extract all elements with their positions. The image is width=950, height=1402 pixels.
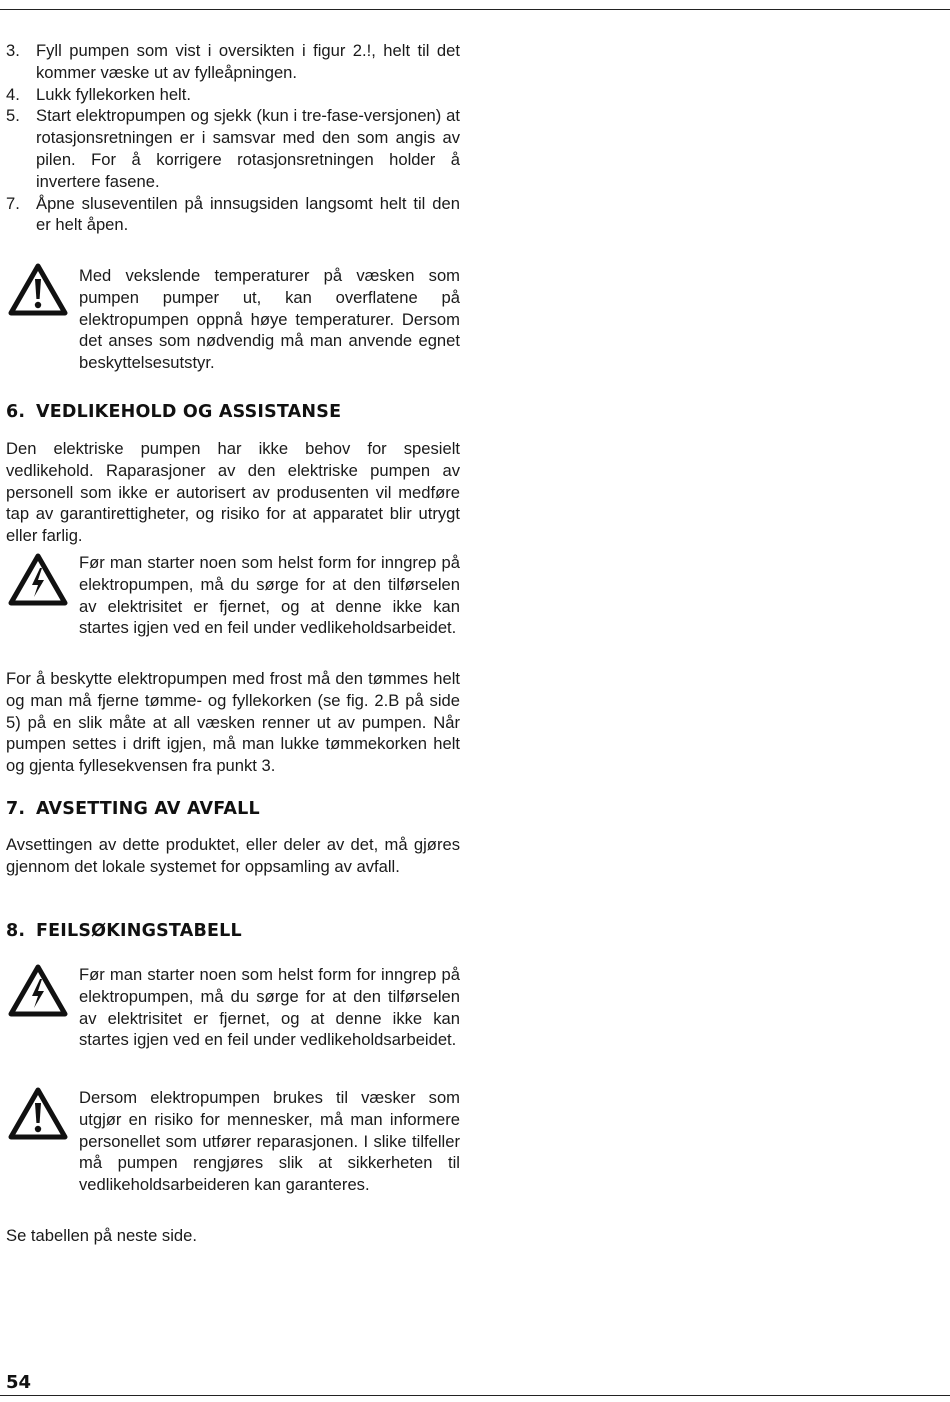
warning-text: Med vekslende temperaturer på væsken som pumpen pumper ut, kan overflatene på elektropumpen oppnå høye temperaturer. Dersom det anses som nødvendig må man anvende egnet beskyttelsesutstyr.: [79, 266, 460, 373]
step-text: Start elektropumpen og sjekk (kun i tre-fase-versjonen) at rotasjonsretningen er i samsvar med den som angis av pilen. For å korrigere rotasjonsretningen holder å invertere fasene.: [36, 106, 460, 191]
section-number: 7.: [6, 799, 26, 819]
section-number: 8.: [6, 921, 26, 941]
section-title: VEDLIKEHOLD OG ASSISTANSE: [36, 402, 342, 422]
section-heading-8: [6, 920, 242, 942]
section-title: AVSETTING AV AVFALL: [36, 799, 260, 819]
electrical-hazard-icon: [8, 964, 68, 1018]
step-number: 7.: [6, 193, 20, 213]
step-text: Lukk fyllekorken helt.: [36, 84, 191, 104]
section-heading-7: [6, 798, 260, 820]
top-rule: [0, 9, 950, 10]
procedure-steps: [6, 40, 460, 236]
list-item: [6, 193, 460, 237]
step-number: 5.: [6, 106, 20, 126]
step-number: 4.: [6, 84, 20, 104]
warning-text: Før man starter noen som helst form for inngrep på elektropumpen, må du sørge for at den tilførselen av elektrisitet er fjernet, og at denne ikke kan startes igjen ved en feil under vedlikeholdsarbeidet.: [79, 965, 460, 1050]
frost-protection: For å beskytte elektropumpen med frost må den tømmes helt og man må fjerne tømme- og fyllekorken (se fig. 2.B på side 5) på en slik måte at all væsken renner ut av pumpen. Når pumpen settes i drift igjen, må man lukke tømmekorken helt og gjenta fyllesekvensen fra punkt 3.: [6, 669, 460, 776]
warning-exclamation-icon: [8, 263, 68, 317]
warning-exclamation-icon: [8, 1087, 68, 1141]
section-heading-6: [6, 401, 341, 423]
bottom-rule: [0, 1395, 950, 1396]
maintenance-intro: Den elektriske pumpen har ikke behov for spesielt vedlikehold. Raparasjoner av den elektriske pumpen av personell som ikke er autorisert av produsenten vil medføre tap av garantirettigheter, og risiko for at apparatet blir utrygt eller farlig.: [6, 439, 460, 546]
section-number: 6.: [6, 402, 26, 422]
step-text: Åpne sluseventilen på innsugsiden langsomt helt til den er helt åpen.: [36, 193, 460, 235]
step-number: 3.: [6, 41, 20, 60]
list-item: [6, 40, 460, 84]
see-table-note: Se tabellen på neste side.: [6, 1226, 197, 1245]
disposal-text: Avsettingen av dette produktet, eller deler av det, må gjøres gjennom det lokale systemet for oppsamling av avfall.: [6, 835, 460, 876]
section-title: FEILSØKINGSTABELL: [36, 921, 242, 941]
step-text: Fyll pumpen som vist i oversikten i figur 2.!, helt til det kommer væske ut av fylleåpningen.: [36, 41, 460, 82]
electrical-hazard-icon: [8, 553, 68, 607]
warning-text: Dersom elektropumpen brukes til væsker som utgjør en risiko for mennesker, må man informere personellet som utfører reparasjonen. I slike tilfeller må pumpen rengjøres slik at sikkerheten til vedlikeholdsarbeideren kan garanteres.: [79, 1088, 460, 1195]
list-item: [6, 84, 460, 106]
page-number: 54: [6, 1372, 32, 1393]
warning-text: Før man starter noen som helst form for inngrep på elektropumpen, må du sørge for at den tilførselen av elektrisitet er fjernet, og at denne ikke kan startes igjen ved en feil under vedlikeholdsarbeidet.: [79, 553, 460, 638]
list-item: [6, 105, 460, 192]
